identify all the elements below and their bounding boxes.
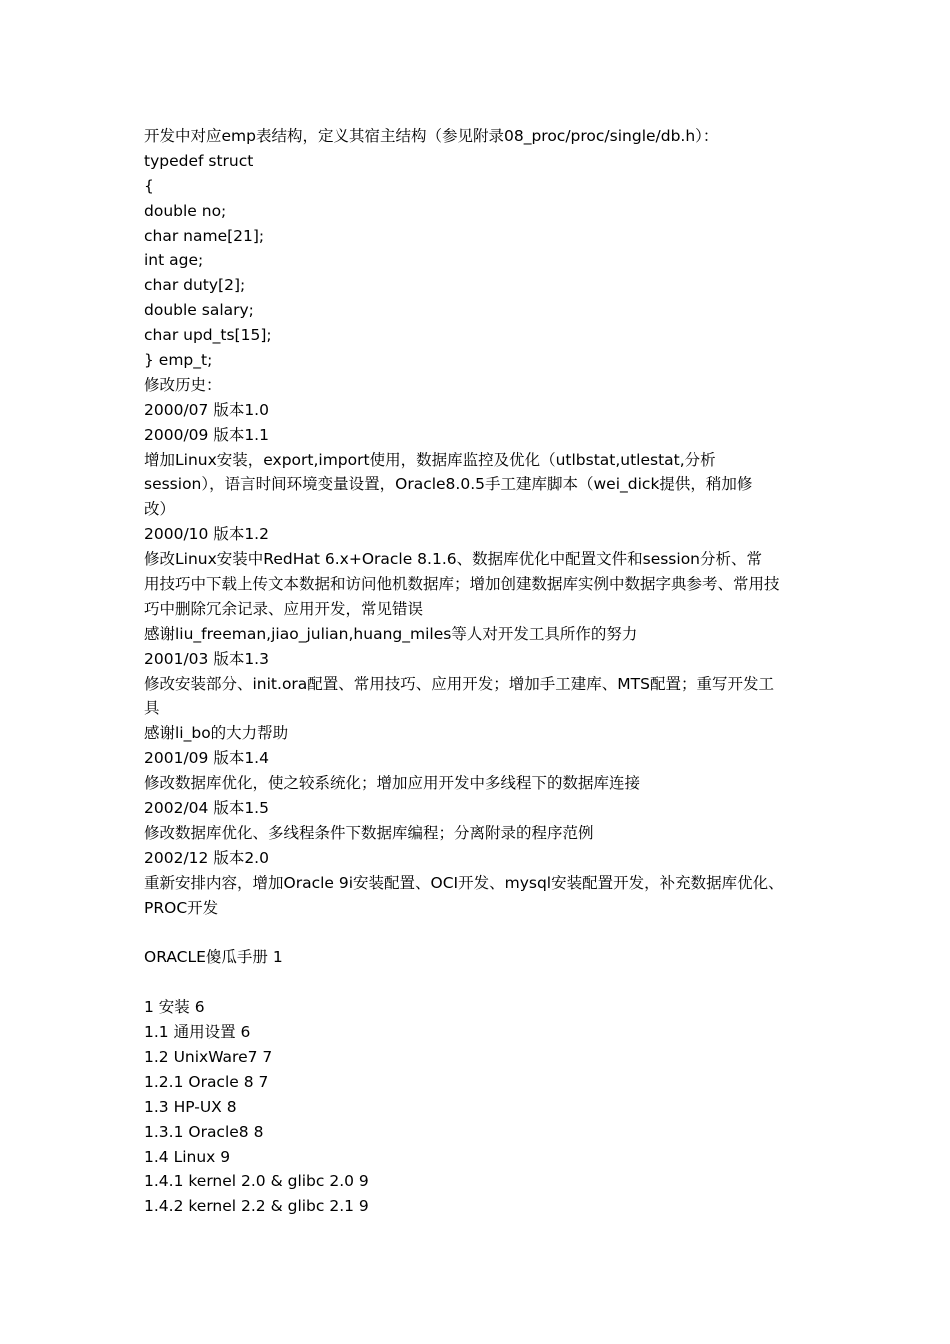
text-line: 具	[144, 699, 160, 718]
text-line: 1.4 Linux 9	[144, 1147, 231, 1166]
text-line: double no;	[144, 201, 227, 220]
text-line: 1.2 UnixWare7 7	[144, 1047, 273, 1066]
text-line: 修改历史：	[144, 375, 222, 394]
text-line: 增加Linux安装，export,import使用，数据库监控及优化（utlbstat,utlestat,分析	[144, 450, 716, 469]
text-line: 2001/09 版本1.4	[144, 749, 269, 768]
text-line: double salary;	[144, 301, 254, 320]
text-line: char upd_ts[15];	[144, 326, 272, 345]
text-line: int age;	[144, 251, 204, 270]
text-line: 1.3 HP-UX 8	[144, 1097, 237, 1116]
text-line: 2000/10 版本1.2	[144, 525, 269, 544]
document-body	[144, 124, 814, 1219]
text-line: 1.2.1 Oracle 8 7	[144, 1072, 269, 1091]
text-line: ORACLE傻瓜手册 1	[144, 948, 283, 967]
text-line: 2000/07 版本1.0	[144, 400, 269, 419]
text-line: {	[144, 176, 154, 195]
text-line: typedef struct	[144, 151, 254, 170]
text-line: } emp_t;	[144, 351, 213, 370]
text-line: 感谢liu_freeman,jiao_julian,huang_miles等人对开发工具所作的努力	[144, 624, 638, 643]
blank-line	[144, 921, 814, 946]
text-line: 1.3.1 Oracle8 8	[144, 1122, 264, 1141]
text-line: 修改数据库优化，使之较系统化；增加应用开发中多线程下的数据库连接	[144, 774, 641, 793]
text-line: 感谢li_bo的大力帮助	[144, 724, 289, 743]
text-line: 修改数据库优化、多线程条件下数据库编程；分离附录的程序范例	[144, 823, 594, 842]
text-line: 修改安装部分、init.ora配置、常用技巧、应用开发；增加手工建库、MTS配置；重写开发工	[144, 674, 774, 693]
text-line: 重新安排内容，增加Oracle 9i安装配置、OCI开发、mysql安装配置开发，补充数据库优化、	[144, 873, 784, 892]
text-line: 2001/03 版本1.3	[144, 649, 269, 668]
text-line: 1.1 通用设置 6	[144, 1023, 251, 1042]
text-line: 改）	[144, 500, 176, 519]
text-line: 2000/09 版本1.1	[144, 425, 269, 444]
text-line: 1.4.1 kernel 2.0 & glibc 2.0 9	[144, 1172, 369, 1191]
text-line: 1 安装 6	[144, 998, 205, 1017]
text-line: 修改Linux安装中RedHat 6.x+Oracle 8.1.6、数据库优化中配置文件和session分析、常	[144, 550, 762, 569]
text-line: session），语言时间环境变量设置，Oracle8.0.5手工建库脚本（wei_dick提供，稍加修	[144, 475, 753, 494]
text-line: 开发中对应emp表结构，定义其宿主结构（参见附录08_proc/proc/single/db.h）：	[144, 127, 719, 145]
text-line: char name[21];	[144, 226, 265, 245]
text-line: char duty[2];	[144, 276, 246, 295]
text-line: 1.4.2 kernel 2.2 & glibc 2.1 9	[144, 1197, 369, 1216]
blank-line	[144, 970, 814, 995]
text-line: 巧中删除冗余记录、应用开发，常见错误	[144, 599, 424, 618]
text-line: PROC开发	[144, 898, 219, 917]
text-line: 2002/12 版本2.0	[144, 848, 269, 867]
text-line: 2002/04 版本1.5	[144, 799, 269, 818]
text-line: 用技巧中下载上传文本数据和访问他机数据库；增加创建数据库实例中数据字典参考、常用技	[144, 575, 780, 594]
